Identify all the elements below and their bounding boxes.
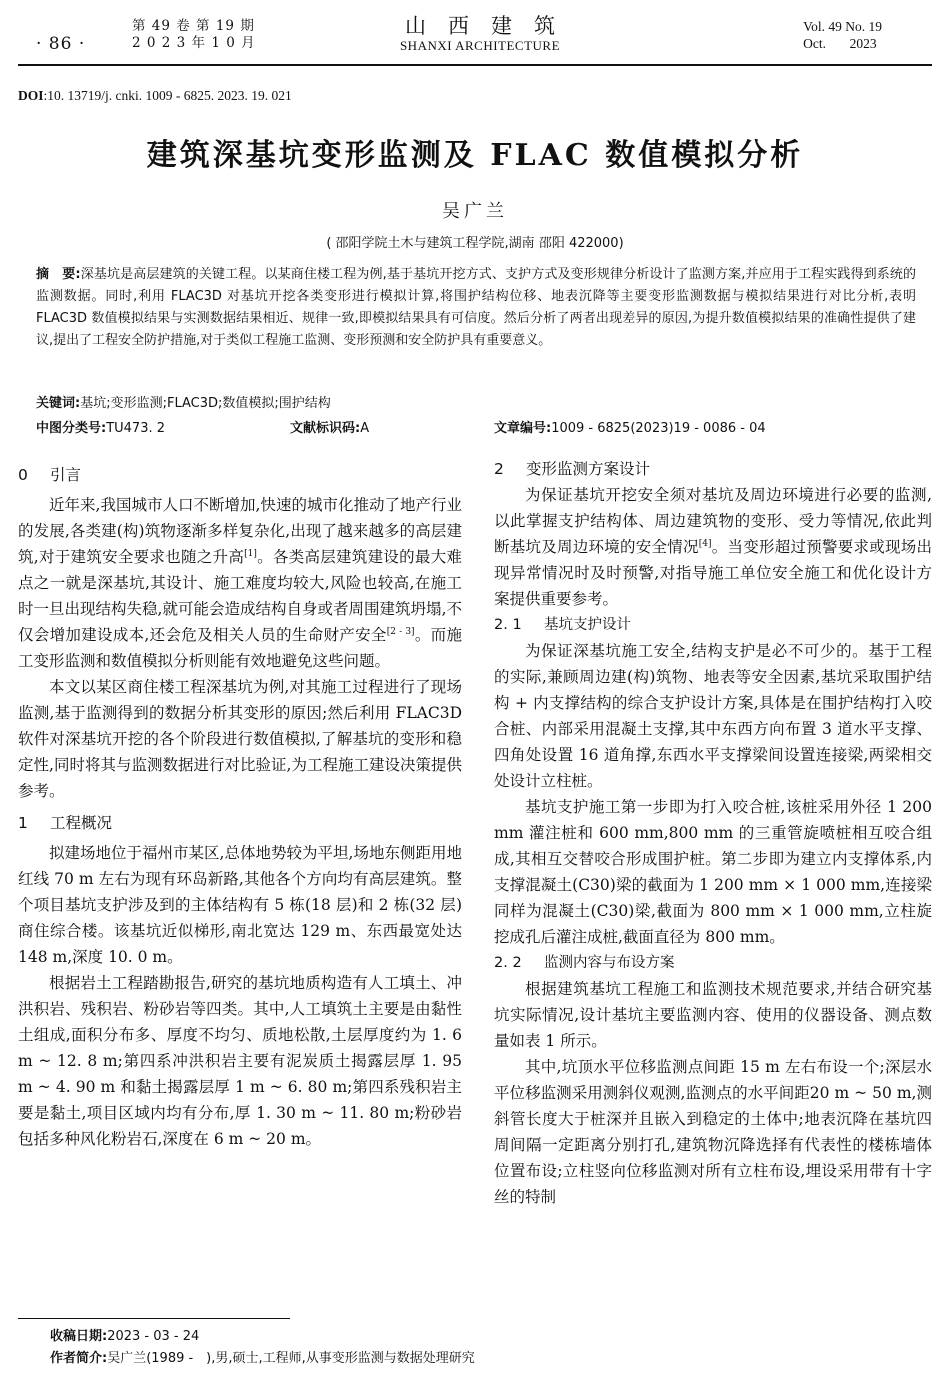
page-number: · 86 · [36, 34, 86, 54]
citation: [4] [698, 539, 712, 549]
paragraph-text: 。而施工变形监测和数值模拟分析则能有效地避免这些问题。 [18, 626, 462, 670]
author-bio [50, 1348, 475, 1370]
paragraph-text: 近年来,我国城市人口不断增加,快速的城市化推动了地产行业的发展,各类建(构)筑物逐渐多样复杂化,出现了越来越多的高层建筑,对于建筑安全要求也随之升高 [18, 496, 462, 566]
section-title: 工程概况 [50, 814, 113, 832]
bio-label: 作者简介: [50, 1351, 108, 1366]
abstract-text: 深基坑是高层建筑的关键工程。以某商住楼工程为例,基于基坑开挖方式、支护方式及变形规律分析设计了监测方案,并应用于工程实践得到系统的监测数据。同时,利用 FLAC3D 对基坑开挖各类变形进行模拟计算,将围护结构位移、地表沉降等主要变形监测数据与模拟结果进行对比分析,表明 FLAC3D 数值模拟结果与实测数据结果相近、规律一致,即模拟结果具有可信度。然后分析了两者出现差异的原因,为提升数值模拟结果的准确性提供了建议,提出了工程安全防护措施,对于类似工程施工监测、变形预测和安全防护具有重要意义。 [36, 267, 916, 348]
date-en: Oct. 2023 [803, 36, 877, 51]
paragraph: 其中,坑顶水平位移监测点间距 15 m 左右布设一个;深层水平位移监测采用测斜仪观测,监测点的水平间距20 m ~ 50 m,测斜管长度大于桩深并且嵌入到稳定的土体中;地表沉降在基坑四周间隔一定距离分别打孔,建筑物沉降选择有代表性的楼栋墙体位置布设;立柱竖向位移监测对所有立柱布设,埋设采用带有十字丝的特制 [494, 1058, 932, 1206]
paragraph: 为保证深基坑施工安全,结构支护是必不可少的。基于工程的实际,兼顾周边建(构)筑物、地表等安全因素,基坑采取围护结构 + 内支撑结构的综合支护设计方案,具体是在围护结构打入咬合桩、内部采用混凝土支撑,其中东西方向布置 3 道水平支撑、四角处设置 16 道角撑,东西水平支撑梁间设置连接梁,两梁相交处设计立柱桩。 [494, 642, 932, 790]
section-title: 监测内容与布设方案 [544, 955, 675, 971]
document-code [290, 417, 369, 436]
keywords [36, 392, 331, 411]
journal-name [380, 14, 580, 54]
footnote-rule [18, 1318, 290, 1319]
paragraph: 根据岩土工程踏勘报告,研究的基坑地质构造有人工填土、冲洪积岩、残积岩、粉砂岩等四类。其中,人工填筑土主要是由黏性土组成,面积分布多、厚度不均匀、质地松散,土层厚度约为 1. 6 m ~ 12. 8 m;第四系冲洪积岩主要有泥炭质土揭露层厚 1. 95 m ~ 4. 90 m 和黏土揭露层厚 1 m ~ 6. 80 m;第四系残积岩主要是黏土,项目区域内均有分布,厚 1. 30 m ~ 11. 80 m;粉砂岩包括多种风化粉岩石,深度在 6 m ~ 20 m。 [18, 974, 462, 1148]
keywords-text: 基坑;变形监测;FLAC3D;数值模拟;围护结构 [80, 396, 331, 411]
section-number: 0 [18, 466, 28, 484]
header-issue-en [803, 18, 882, 52]
paper-title: 建筑深基坑变形监测及 FLAC 数值模拟分析 [146, 138, 804, 173]
section-number: 1 [18, 814, 28, 832]
paragraph-text: 。各类高层建筑建设的最大难点之一就是深基坑,其设计、施工难度均较大,风险也较高,在施工时一旦出现结构失稳,就可能会造成结构自身或者周围建筑坍塌,不仅会增加建设成本,还会危及相关人员的生命财产安全 [18, 548, 462, 644]
subsection-heading-layout [494, 950, 932, 976]
subsection-heading-support [494, 612, 932, 638]
article-no-value: 1009 - 6825(2023)19 - 0086 - 04 [551, 421, 766, 436]
section-heading-monitoring [494, 456, 932, 482]
clc-label: 中图分类号: [36, 421, 107, 436]
doc-code-value: A [360, 421, 370, 436]
section-number: 2. 2 [494, 955, 522, 971]
doi [18, 88, 292, 104]
received-date [50, 1326, 475, 1348]
header-rule [18, 64, 932, 66]
paragraph: 拟建场地位于福州市某区,总体地势较为平坦,场地东侧距用地红线 70 m 左右为现有环岛新路,其他各个方向均有高层建筑。整个项目基坑支护涉及到的主体结构有 5 栋(18 层)和 2 栋(32 层)商住综合楼。该基坑近似梯形,南北宽达 129 m、东西最宽处达 148 m,深度 10. 0 m。 [18, 844, 462, 966]
citation: [2 - 3] [386, 627, 415, 637]
paragraph: 本文以某区商住楼工程深基坑为例,对其施工过程进行了现场监测,基于监测得到的数据分析其变形的原因;然后利用 FLAC3D 软件对深基坑开挖的各个阶段进行数值模拟,了解基坑的变形和稳定性,同时将其与监测数据进行对比验证,为工程施工建设决策提供参考。 [18, 678, 462, 800]
keywords-label: 关键词: [36, 396, 81, 411]
abstract-label: 摘 要: [36, 267, 81, 282]
doi-label: DOI [18, 88, 44, 103]
paragraph [18, 492, 462, 674]
received-label: 收稿日期: [50, 1329, 108, 1344]
section-heading-overview [18, 810, 462, 836]
paragraph-text: 。当变形超过预警要求或现场出现异常情况时及时预警,对指导施工单位安全施工和优化设计方案提供重要参考。 [494, 538, 932, 608]
right-column [494, 456, 932, 1210]
footnotes [50, 1326, 475, 1370]
paragraph-text: 为保证基坑开挖安全须对基坑及周边环境进行必要的监测,以此掌握支护结构体、周边建筑物的变形、受力等情况,依此判断基坑及周边环境的安全情况 [494, 486, 932, 556]
abstract [36, 264, 916, 352]
received-value: 2023 - 03 - 24 [107, 1329, 200, 1344]
author-name: 吴广兰 [442, 201, 508, 222]
clc-number [36, 417, 165, 436]
section-number: 2 [494, 460, 504, 478]
section-title: 基坑支护设计 [544, 617, 631, 633]
journal-name-en: SHANXI ARCHITECTURE [399, 38, 561, 53]
paragraph [494, 482, 932, 612]
clc-value: TU473. 2 [106, 421, 166, 436]
section-heading-intro [18, 462, 462, 488]
section-title: 变形监测方案设计 [526, 460, 651, 478]
volume-en: Vol. 49 No. 19 [803, 19, 882, 34]
bio-value: 吴广兰(1989 - ),男,硕士,工程师,从事变形监测与数据处理研究 [107, 1351, 475, 1366]
date-cn: 2 0 2 3 年 1 0 月 [132, 35, 256, 51]
header-issue-cn [132, 18, 256, 52]
paragraph: 根据建筑基坑工程施工和监测技术规范要求,并结合研究基坑实际情况,设计基坑主要监测内容、使用的仪器设备、测点数量如表 1 所示。 [494, 980, 932, 1050]
citation: [1] [244, 549, 257, 559]
section-number: 2. 1 [494, 617, 522, 633]
volume-cn: 第 49 卷 第 19 期 [132, 18, 255, 34]
article-no-label: 文章编号: [494, 421, 552, 436]
article-number [494, 417, 766, 436]
section-title: 引言 [50, 466, 82, 484]
doc-code-label: 文献标识码: [290, 421, 361, 436]
paragraph: 基坑支护施工第一步即为打入咬合桩,该桩采用外径 1 200 mm 灌注桩和 600 mm,800 mm 的三重管旋喷桩相互咬合组成,其相互交替咬合形成围护桩。第二步即为建立内支撑体系,内支撑混凝土(C30)梁的截面为 1 200 mm × 1 000 mm,连接梁同样为混凝土(C30)梁,截面为 800 mm × 1 000 mm,立柱旋挖成孔后灌注成桩,截面直径为 800 mm。 [494, 798, 932, 946]
affiliation: ( 邵阳学院土木与建筑工程学院,湖南 邵阳 422000) [326, 236, 624, 251]
doi-value: :10. 13719/j. cnki. 1009 - 6825. 2023. 19. 021 [43, 88, 292, 103]
journal-name-cn: 山西建筑 [405, 14, 577, 38]
left-column [18, 462, 462, 1152]
